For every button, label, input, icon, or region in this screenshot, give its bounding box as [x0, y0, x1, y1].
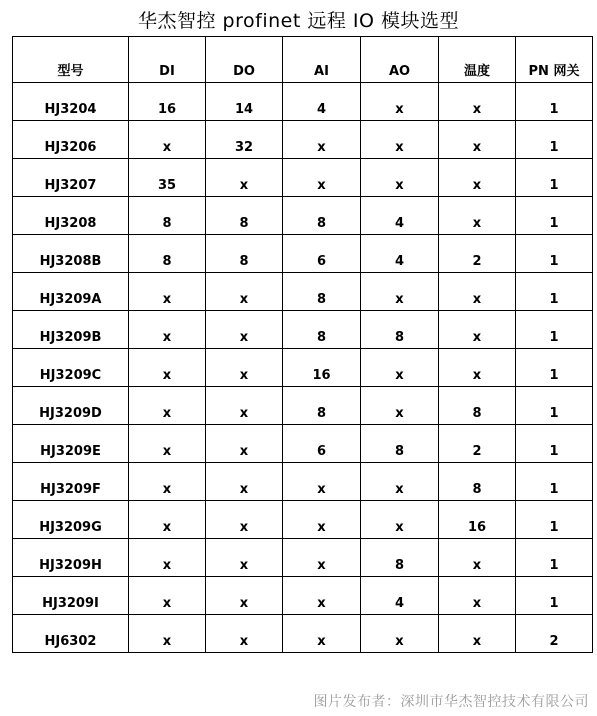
- table-row: [13, 83, 593, 121]
- header-di: DI: [129, 37, 206, 83]
- cell-do: 32: [206, 121, 283, 159]
- cell-pn-gateway: 1: [516, 577, 593, 615]
- cell-ao: x: [361, 121, 439, 159]
- cell-ai: x: [283, 501, 361, 539]
- cell-temperature: x: [439, 121, 516, 159]
- cell-pn-gateway: 1: [516, 273, 593, 311]
- cell-model: HJ3209F: [13, 463, 129, 501]
- cell-di: x: [129, 349, 206, 387]
- cell-ao: x: [361, 273, 439, 311]
- cell-ai: 16: [283, 349, 361, 387]
- cell-model: HJ3209H: [13, 539, 129, 577]
- cell-pn-gateway: 1: [516, 159, 593, 197]
- cell-temperature: 2: [439, 425, 516, 463]
- table-row: [13, 387, 593, 425]
- cell-do: x: [206, 349, 283, 387]
- cell-model: HJ3208: [13, 197, 129, 235]
- header-ao: AO: [361, 37, 439, 83]
- cell-do: 8: [206, 197, 283, 235]
- table-row: [13, 121, 593, 159]
- cell-ai: x: [283, 577, 361, 615]
- cell-model: HJ3204: [13, 83, 129, 121]
- cell-ai: 8: [283, 311, 361, 349]
- table-row: [13, 539, 593, 577]
- table-row: [13, 159, 593, 197]
- cell-do: x: [206, 425, 283, 463]
- cell-ai: x: [283, 463, 361, 501]
- cell-pn-gateway: 1: [516, 121, 593, 159]
- cell-ai: 6: [283, 235, 361, 273]
- cell-ai: 6: [283, 425, 361, 463]
- cell-ai: 8: [283, 387, 361, 425]
- cell-do: 8: [206, 235, 283, 273]
- cell-model: HJ3208B: [13, 235, 129, 273]
- cell-di: 35: [129, 159, 206, 197]
- cell-temperature: x: [439, 159, 516, 197]
- table-row: [13, 615, 593, 653]
- table-row: [13, 425, 593, 463]
- cell-ao: x: [361, 159, 439, 197]
- cell-ao: 8: [361, 425, 439, 463]
- cell-do: x: [206, 615, 283, 653]
- cell-ao: x: [361, 387, 439, 425]
- header-ai: AI: [283, 37, 361, 83]
- publisher-watermark: 图片发布者：深圳市华杰智控技术有限公司: [314, 691, 590, 711]
- cell-di: x: [129, 577, 206, 615]
- cell-temperature: 8: [439, 387, 516, 425]
- cell-pn-gateway: 1: [516, 425, 593, 463]
- cell-ai: 8: [283, 273, 361, 311]
- cell-model: HJ6302: [13, 615, 129, 653]
- cell-temperature: 16: [439, 501, 516, 539]
- table-body: [13, 83, 593, 653]
- cell-model: HJ3209E: [13, 425, 129, 463]
- table-header-row: [13, 37, 593, 83]
- cell-temperature: 2: [439, 235, 516, 273]
- cell-ao: 4: [361, 197, 439, 235]
- cell-ai: x: [283, 159, 361, 197]
- cell-temperature: x: [439, 197, 516, 235]
- cell-model: HJ3209A: [13, 273, 129, 311]
- cell-pn-gateway: 1: [516, 539, 593, 577]
- cell-pn-gateway: 1: [516, 501, 593, 539]
- cell-di: x: [129, 501, 206, 539]
- cell-do: x: [206, 273, 283, 311]
- cell-temperature: x: [439, 273, 516, 311]
- cell-ai: x: [283, 615, 361, 653]
- cell-ao: x: [361, 349, 439, 387]
- table-row: [13, 577, 593, 615]
- header-temperature: 温度: [439, 37, 516, 83]
- cell-ao: x: [361, 615, 439, 653]
- cell-pn-gateway: 1: [516, 349, 593, 387]
- cell-do: 14: [206, 83, 283, 121]
- cell-di: 8: [129, 235, 206, 273]
- cell-di: 16: [129, 83, 206, 121]
- cell-do: x: [206, 501, 283, 539]
- cell-di: x: [129, 387, 206, 425]
- cell-ao: 8: [361, 311, 439, 349]
- cell-ai: 4: [283, 83, 361, 121]
- module-selection-table: [12, 36, 593, 653]
- cell-temperature: 8: [439, 463, 516, 501]
- cell-model: HJ3209G: [13, 501, 129, 539]
- cell-pn-gateway: 1: [516, 235, 593, 273]
- cell-temperature: x: [439, 577, 516, 615]
- cell-di: x: [129, 425, 206, 463]
- cell-di: x: [129, 121, 206, 159]
- cell-temperature: x: [439, 83, 516, 121]
- cell-model: HJ3209B: [13, 311, 129, 349]
- cell-di: x: [129, 463, 206, 501]
- cell-pn-gateway: 2: [516, 615, 593, 653]
- cell-do: x: [206, 387, 283, 425]
- cell-di: x: [129, 273, 206, 311]
- cell-do: x: [206, 463, 283, 501]
- cell-ao: 8: [361, 539, 439, 577]
- cell-pn-gateway: 1: [516, 463, 593, 501]
- cell-temperature: x: [439, 615, 516, 653]
- cell-do: x: [206, 311, 283, 349]
- cell-ai: x: [283, 539, 361, 577]
- cell-di: x: [129, 539, 206, 577]
- cell-do: x: [206, 577, 283, 615]
- cell-pn-gateway: 1: [516, 311, 593, 349]
- cell-pn-gateway: 1: [516, 83, 593, 121]
- page-title: 华杰智控 profinet 远程 IO 模块选型: [138, 10, 459, 32]
- cell-pn-gateway: 1: [516, 387, 593, 425]
- header-pn-gateway: PN 网关: [516, 37, 593, 83]
- cell-ai: x: [283, 121, 361, 159]
- table-row: [13, 235, 593, 273]
- cell-temperature: x: [439, 539, 516, 577]
- cell-pn-gateway: 1: [516, 197, 593, 235]
- cell-di: 8: [129, 197, 206, 235]
- cell-ao: x: [361, 463, 439, 501]
- cell-do: x: [206, 539, 283, 577]
- cell-ao: 4: [361, 577, 439, 615]
- cell-di: x: [129, 311, 206, 349]
- cell-model: HJ3209D: [13, 387, 129, 425]
- cell-do: x: [206, 159, 283, 197]
- cell-ai: 8: [283, 197, 361, 235]
- cell-ao: x: [361, 501, 439, 539]
- table-row: [13, 349, 593, 387]
- cell-temperature: x: [439, 311, 516, 349]
- header-do: DO: [206, 37, 283, 83]
- cell-model: HJ3207: [13, 159, 129, 197]
- header-model: 型号: [13, 37, 129, 83]
- cell-ao: x: [361, 83, 439, 121]
- table-row: [13, 463, 593, 501]
- table-row: [13, 273, 593, 311]
- cell-di: x: [129, 615, 206, 653]
- cell-temperature: x: [439, 349, 516, 387]
- cell-model: HJ3209I: [13, 577, 129, 615]
- table-row: [13, 501, 593, 539]
- cell-model: HJ3206: [13, 121, 129, 159]
- table-row: [13, 311, 593, 349]
- cell-model: HJ3209C: [13, 349, 129, 387]
- cell-ao: 4: [361, 235, 439, 273]
- table-row: [13, 197, 593, 235]
